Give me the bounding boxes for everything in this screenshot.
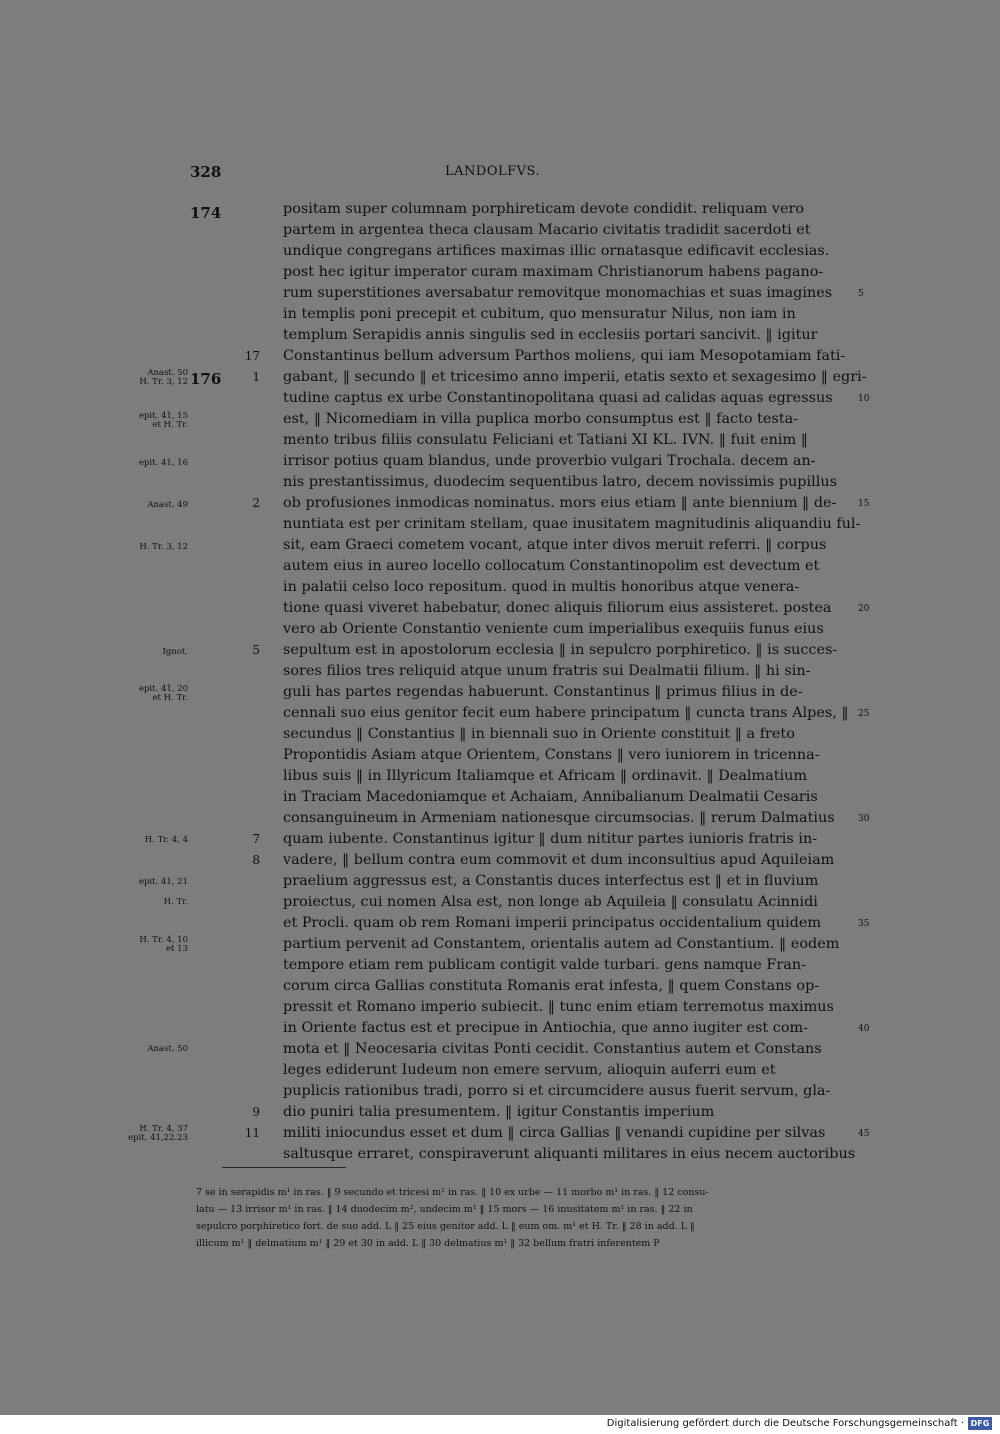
source-note: H. Tr. 4, 4 <box>144 835 188 845</box>
text-line: Propontidis Asiam atque Orientem, Constans ‖ vero iuniorem in tricenna- <box>283 747 820 763</box>
text-line: libus suis ‖ in Illyricum Italiamque et Africam ‖ ordinavit. ‖ Dealmatium <box>283 768 808 784</box>
source-note: epit. 41, 20 et H. Tr. <box>138 684 188 703</box>
chapter-number: 1 <box>252 370 260 384</box>
text-line: vadere, ‖ bellum contra eum commovit et dum inconsultius apud Aquileiam <box>283 852 835 868</box>
text-line: autem eius in aureo locello collocatum Constantinopolim est devectum et <box>283 558 820 574</box>
text-line: undique congregans artifices maximas illic ornatasque edificavit ecclesias. <box>283 243 830 259</box>
text-line: in Traciam Macedoniamque et Achaiam, Annibalianum Dealmatii Cesaris <box>283 789 818 805</box>
line-number: 20 <box>858 604 870 614</box>
text-line: tione quasi viveret habebatur, donec aliquis filiorum eius assisteret. postea <box>283 600 832 616</box>
text-line: sores filios tres reliquid atque unum fratris sui Dealmatii filium. ‖ hi sin- <box>283 663 811 679</box>
text-line: quam iubente. Constantinus igitur ‖ dum nititur partes iunioris fratris in- <box>283 831 818 847</box>
text-line: irrisor potius quam blandus, unde proverbio vulgari Trochala. decem an- <box>283 453 816 469</box>
running-head: LANDOLFVS. <box>445 164 541 179</box>
line-number: 5 <box>858 289 864 299</box>
text-line: consanguineum in Armeniam nationesque circumsocias. ‖ rerum Dalmatius <box>283 810 835 826</box>
source-note: Anast. 49 <box>147 500 188 510</box>
source-note: Ignot. <box>162 647 188 657</box>
section-number: 176 <box>190 370 222 388</box>
dfg-logo-icon: DFG <box>968 1417 992 1430</box>
line-number: 35 <box>858 919 870 929</box>
text-line: mota et ‖ Neocesaria civitas Ponti cecidit. Constantius autem et Constans <box>283 1041 822 1057</box>
text-line: guli has partes regendas habuerunt. Constantinus ‖ primus filius in de- <box>283 684 803 700</box>
footer-credit: Digitalisierung gefördert durch die Deutsche Forschungsgemeinschaft · <box>606 1418 964 1429</box>
footnote-line: latu — 13 irrisor m¹ in ras. ‖ 14 duodecim m², undecim m¹ ‖ 15 mors — 16 inusitatem m¹ in ras. ‖ 22 in <box>196 1204 693 1215</box>
text-line: cennali suo eius genitor fecit eum habere principatum ‖ cuncta trans Alpes, ‖ <box>283 705 849 721</box>
text-line: post hec igitur imperator curam maximam Christianorum habens pagano- <box>283 264 824 280</box>
footnote-rule <box>222 1167 346 1168</box>
text-line: puplicis rationibus tradi, porro si et circumcidere ausus fuerit servum, gla- <box>283 1083 831 1099</box>
chapter-number: 7 <box>252 832 260 846</box>
text-line: rum superstitiones aversabatur removitque monomachias et suas imagines <box>283 285 833 301</box>
source-note: H. Tr. 4, 37 epit. 41,22.23 <box>128 1124 188 1143</box>
source-note: H. Tr. 4, 10 et 13 <box>139 935 188 954</box>
text-line: militi iniocundus esset et dum ‖ circa Gallias ‖ venandi cupidine per silvas <box>283 1125 826 1141</box>
text-line: sit, eam Graeci cometem vocant, atque inter divos meruit referri. ‖ corpus <box>283 537 827 553</box>
line-number: 25 <box>858 709 870 719</box>
chapter-number: 5 <box>252 643 260 657</box>
text-line: Constantinus bellum adversum Parthos moliens, qui iam Mesopotamiam fati- <box>283 348 846 364</box>
text-line: in templis poni precepit et cubitum, quo mensuratur Nilus, non iam in <box>283 306 796 322</box>
line-number: 40 <box>858 1024 870 1034</box>
text-line: leges ediderunt Iudeum non emere servum, alioquin auferri eum et <box>283 1062 776 1078</box>
line-number: 15 <box>858 499 870 509</box>
footnote-line: sepulcro porphiretico fort. de suo add. L ‖ 25 eius genitor add. L ‖ eum om. m¹ et H. Tr. ‖ 28 in add. L ‖ <box>196 1221 695 1232</box>
source-note: epit. 41, 16 <box>138 458 188 468</box>
chapter-number: 8 <box>252 853 260 867</box>
line-number: 30 <box>858 814 870 824</box>
text-line: vero ab Oriente Constantio veniente cum imperialibus exequiis funus eius <box>283 621 824 637</box>
section-number: 174 <box>190 204 222 222</box>
footnote-line: 7 se in serapidis m¹ in ras. ‖ 9 secundo et tricesi m¹ in ras. ‖ 10 ex urbe — 11 morbo m¹ in ras. ‖ 12 consu- <box>196 1187 709 1198</box>
text-line: saltusque erraret, conspiraverunt aliquanti militares in eius necem auctoribus <box>283 1146 856 1162</box>
text-line: nis prestantissimus, duodecim sequentibus latro, decem novissimis pupillus <box>283 474 837 490</box>
text-line: proiectus, cui nomen Alsa est, non longe ab Aquileia ‖ consulatu Acinnidi <box>283 894 818 910</box>
text-line: nuntiata est per crinitam stellam, quae inusitatem magnitudinis aliquandiu ful- <box>283 516 861 532</box>
text-line: templum Serapidis annis singulis sed in ecclesiis portari sancivit. ‖ igitur <box>283 327 818 343</box>
footnote-line: illicum m¹ ‖ delmatium m¹ ‖ 29 et 30 in add. L ‖ 30 delmatius m¹ ‖ 32 bellum fratri inferentem P <box>196 1238 660 1249</box>
text-line: in Oriente factus est et precipue in Antiochia, que anno iugiter est com- <box>283 1020 808 1036</box>
text-line: tempore etiam rem publicam contigit valde turbari. gens namque Fran- <box>283 957 806 973</box>
text-line: praelium aggressus est, a Constantis duces interfectus est ‖ et in fluvium <box>283 873 819 889</box>
text-line: corum circa Gallias constituta Romanis erat infesta, ‖ quem Constans op- <box>283 978 820 994</box>
text-line: partem in argentea theca clausam Macario civitatis tradidit sacerdoti et <box>283 222 811 238</box>
text-line: in palatii celso loco repositum. quod in multis honoribus atque venera- <box>283 579 800 595</box>
page-number: 328 <box>190 163 222 181</box>
source-note: H. Tr. <box>163 897 188 907</box>
source-note: Anast. 50 H. Tr. 3, 12 <box>139 368 188 387</box>
text-line: tudine captus ex urbe Constantinopolitana quasi ad calidas aquas egressus <box>283 390 833 406</box>
source-note: epit. 41, 21 <box>138 877 188 887</box>
chapter-number: 17 <box>244 349 260 363</box>
text-line: secundus ‖ Constantius ‖ in biennali suo in Oriente constituit ‖ a freto <box>283 726 795 742</box>
chapter-number: 2 <box>252 496 260 510</box>
text-line: positam super columnam porphireticam devote condidit. reliquam vero <box>283 201 805 217</box>
source-note: Anast. 50 <box>147 1044 188 1054</box>
chapter-number: 11 <box>244 1126 260 1140</box>
source-note: epit. 41, 15 et H. Tr. <box>138 411 188 430</box>
text-line: mento tribus filiis consulatu Feliciani et Tatiani XI KL. IVN. ‖ fuit enim ‖ <box>283 432 808 448</box>
text-line: est, ‖ Nicomediam in villa puplica morbo consumptus est ‖ facto testa- <box>283 411 799 427</box>
line-number: 45 <box>858 1129 870 1139</box>
line-number: 10 <box>858 394 870 404</box>
text-line: ob profusiones inmodicas nominatus. mors eius etiam ‖ ante biennium ‖ de- <box>283 495 837 511</box>
chapter-number: 9 <box>252 1105 260 1119</box>
text-line: partium pervenit ad Constantem, orientalis autem ad Constantium. ‖ eodem <box>283 936 840 952</box>
text-line: et Procli. quam ob rem Romani imperii principatus occidentalium quidem <box>283 915 821 931</box>
text-line: gabant, ‖ secundo ‖ et tricesimo anno imperii, etatis sexto et sexagesimo ‖ egri- <box>283 369 867 385</box>
text-line: dio puniri talia presumentem. ‖ igitur Constantis imperium <box>283 1104 715 1120</box>
text-line: pressit et Romano imperio subiecit. ‖ tunc enim etiam terremotus maximus <box>283 999 834 1015</box>
source-note: H. Tr. 3, 12 <box>139 542 188 552</box>
text-line: sepultum est in apostolorum ecclesia ‖ in sepulcro porphiretico. ‖ is succes- <box>283 642 838 658</box>
